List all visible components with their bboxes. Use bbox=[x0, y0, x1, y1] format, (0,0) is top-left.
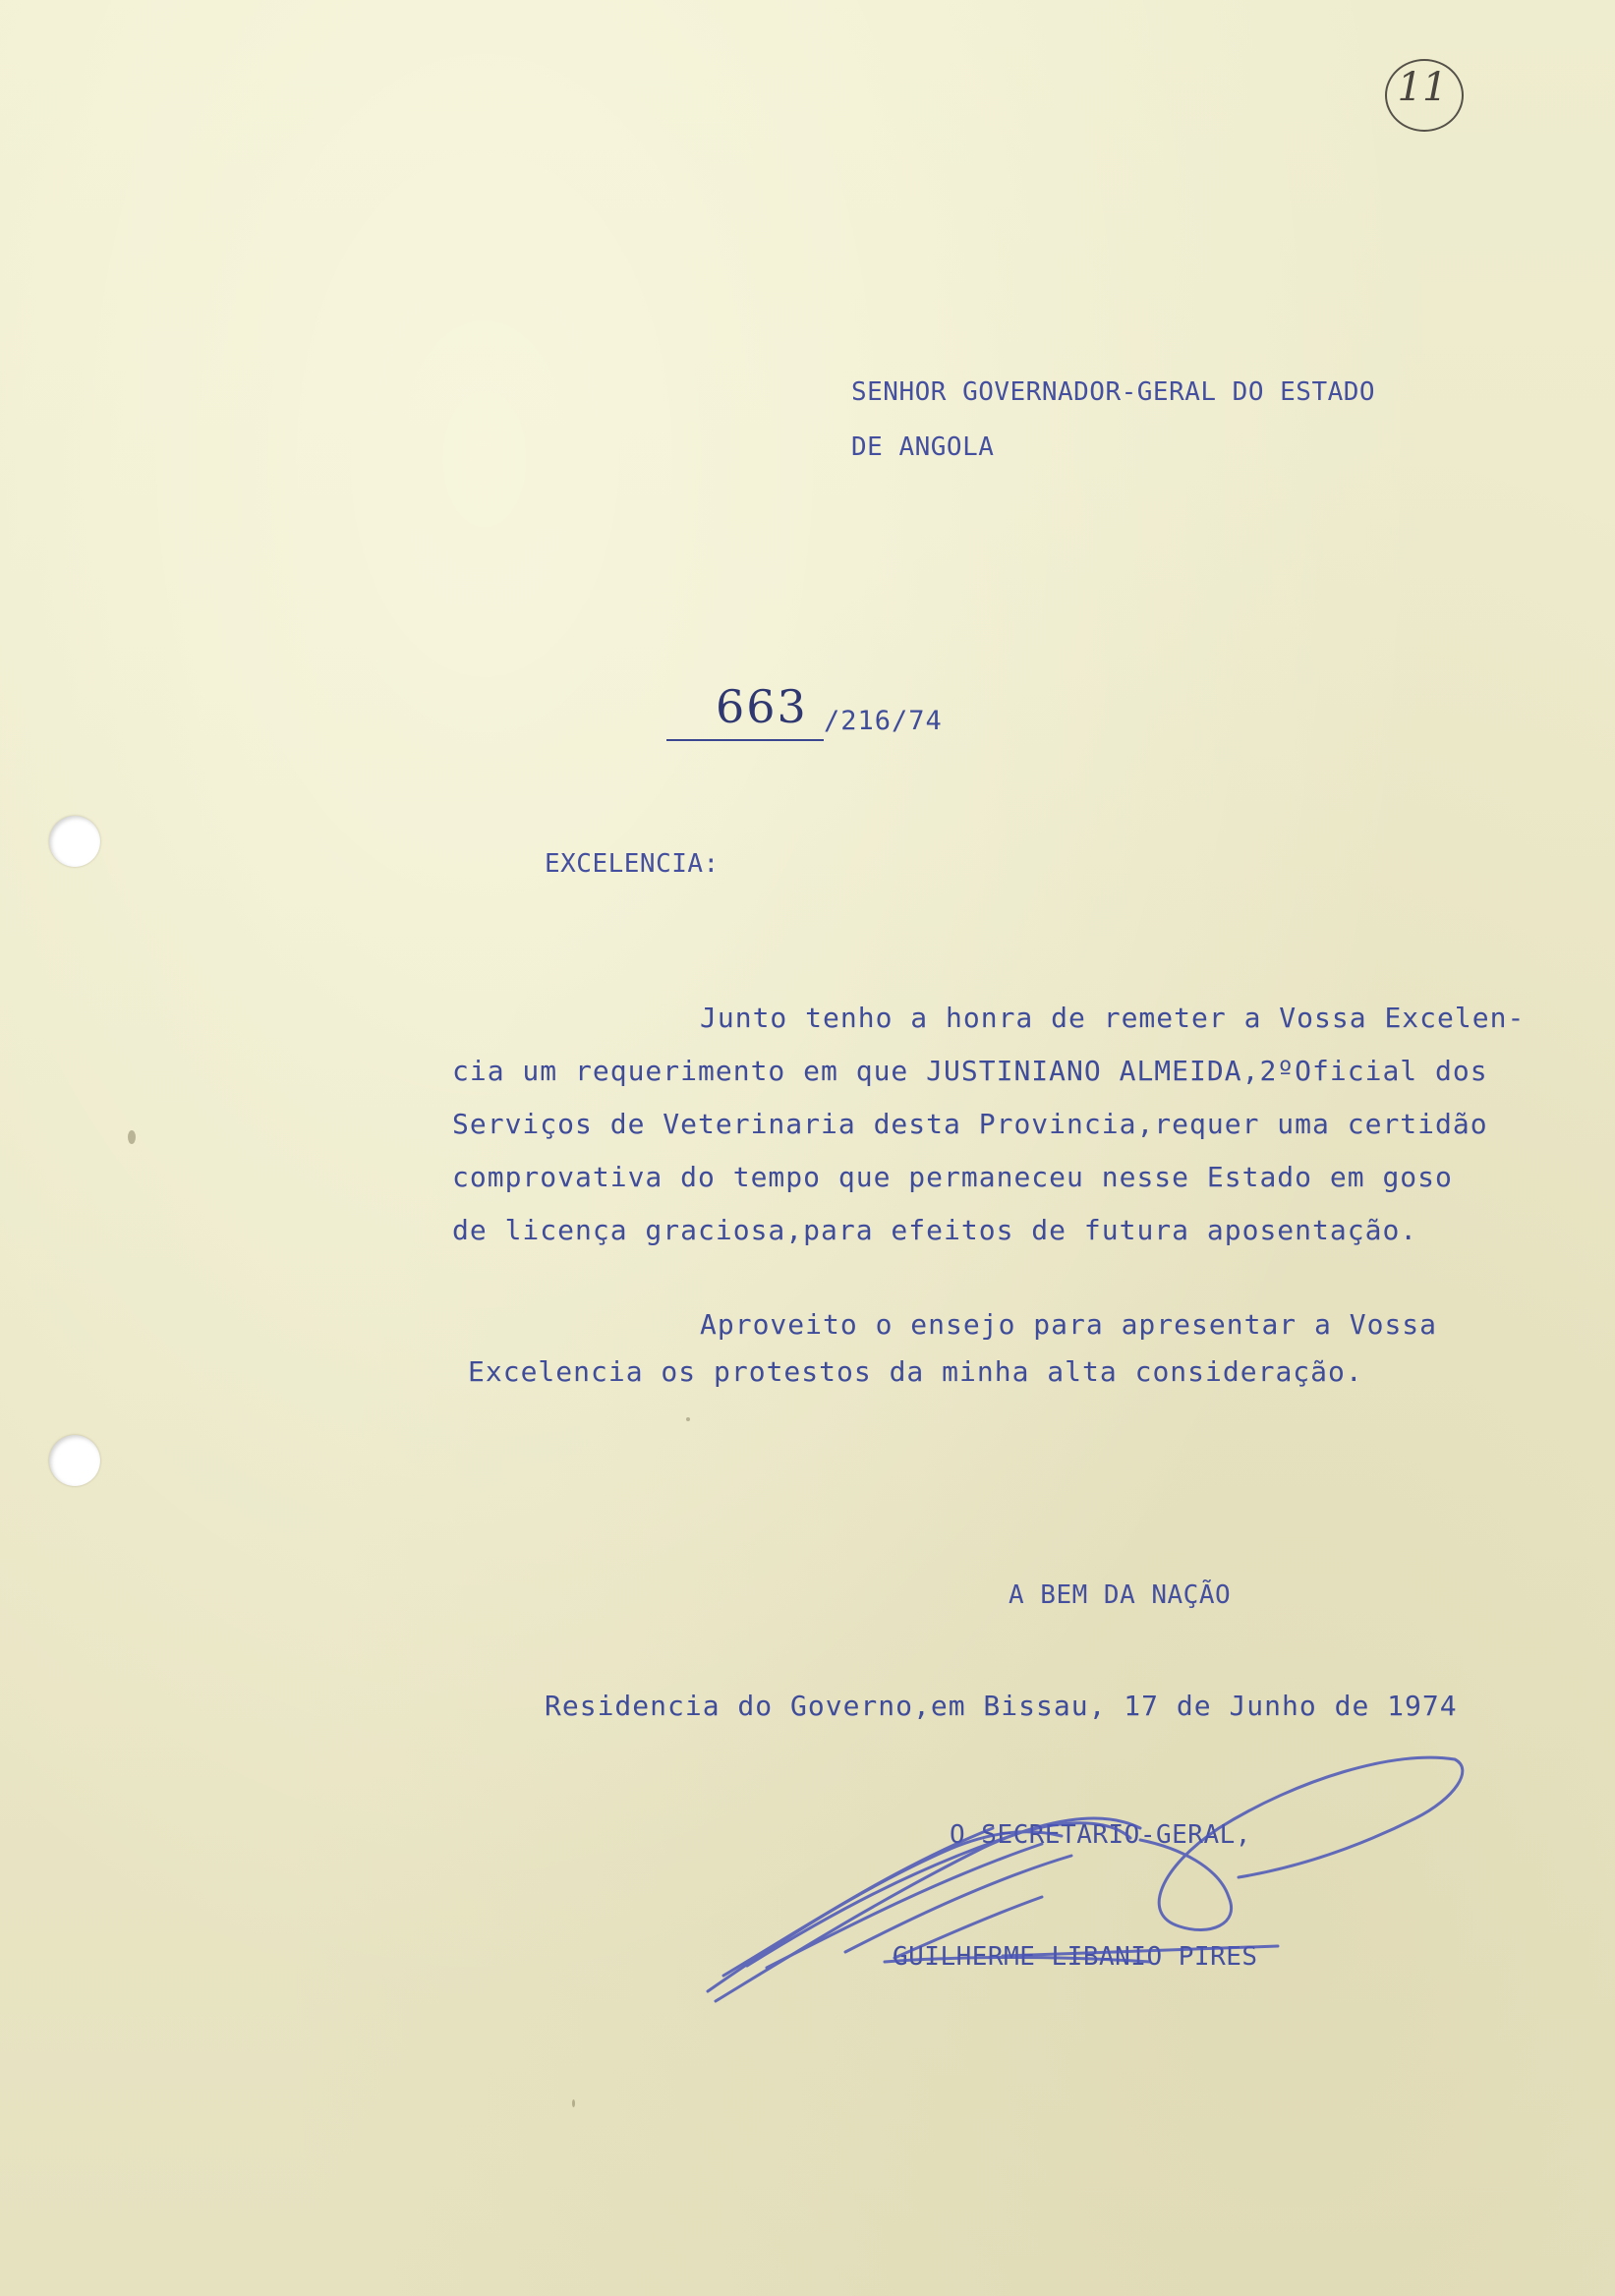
addressee-line-1: SENHOR GOVERNADOR-GERAL DO ESTADO bbox=[851, 377, 1376, 407]
reference-number: /216/74 bbox=[824, 706, 943, 736]
punch-hole-top bbox=[49, 816, 100, 867]
paper-blemish bbox=[128, 1130, 136, 1144]
body-line: Serviços de Veterinaria desta Provincia,requer uma certidão bbox=[452, 1108, 1488, 1140]
page-number-stamp-text: 11 bbox=[1397, 65, 1448, 110]
closing-formula: A BEM DA NAÇÃO bbox=[1009, 1580, 1232, 1610]
body-line: Junto tenho a honra de remeter a Vossa Excelen- bbox=[700, 1002, 1526, 1034]
body-line: cia um requerimento em que JUSTINIANO ALMEIDA,2ºOficial dos bbox=[452, 1055, 1488, 1087]
punch-hole-bottom bbox=[49, 1435, 100, 1486]
body-line: de licença graciosa,para efeitos de futura aposentação. bbox=[452, 1214, 1418, 1246]
reference-underline bbox=[666, 739, 824, 741]
signatory-name: GUILHERME LIBANIO PIRES bbox=[893, 1942, 1258, 1972]
body-line: Aproveito o ensejo para apresentar a Vossa bbox=[700, 1308, 1438, 1341]
paper-blemish bbox=[572, 2099, 575, 2107]
body-line: Excelencia os protestos da minha alta consideração. bbox=[468, 1355, 1363, 1388]
signatory-title: O SECRETARIO-GERAL, bbox=[950, 1820, 1251, 1850]
reference-handwritten-number: 663 bbox=[716, 680, 808, 733]
salutation: EXCELENCIA: bbox=[545, 849, 720, 879]
body-line: comprovativa do tempo que permaneceu nesse Estado em goso bbox=[452, 1161, 1453, 1193]
paper-blemish bbox=[686, 1417, 690, 1421]
addressee-line-2: DE ANGOLA bbox=[851, 432, 995, 462]
place-and-date: Residencia do Governo,em Bissau, 17 de Junho de 1974 bbox=[545, 1690, 1458, 1722]
